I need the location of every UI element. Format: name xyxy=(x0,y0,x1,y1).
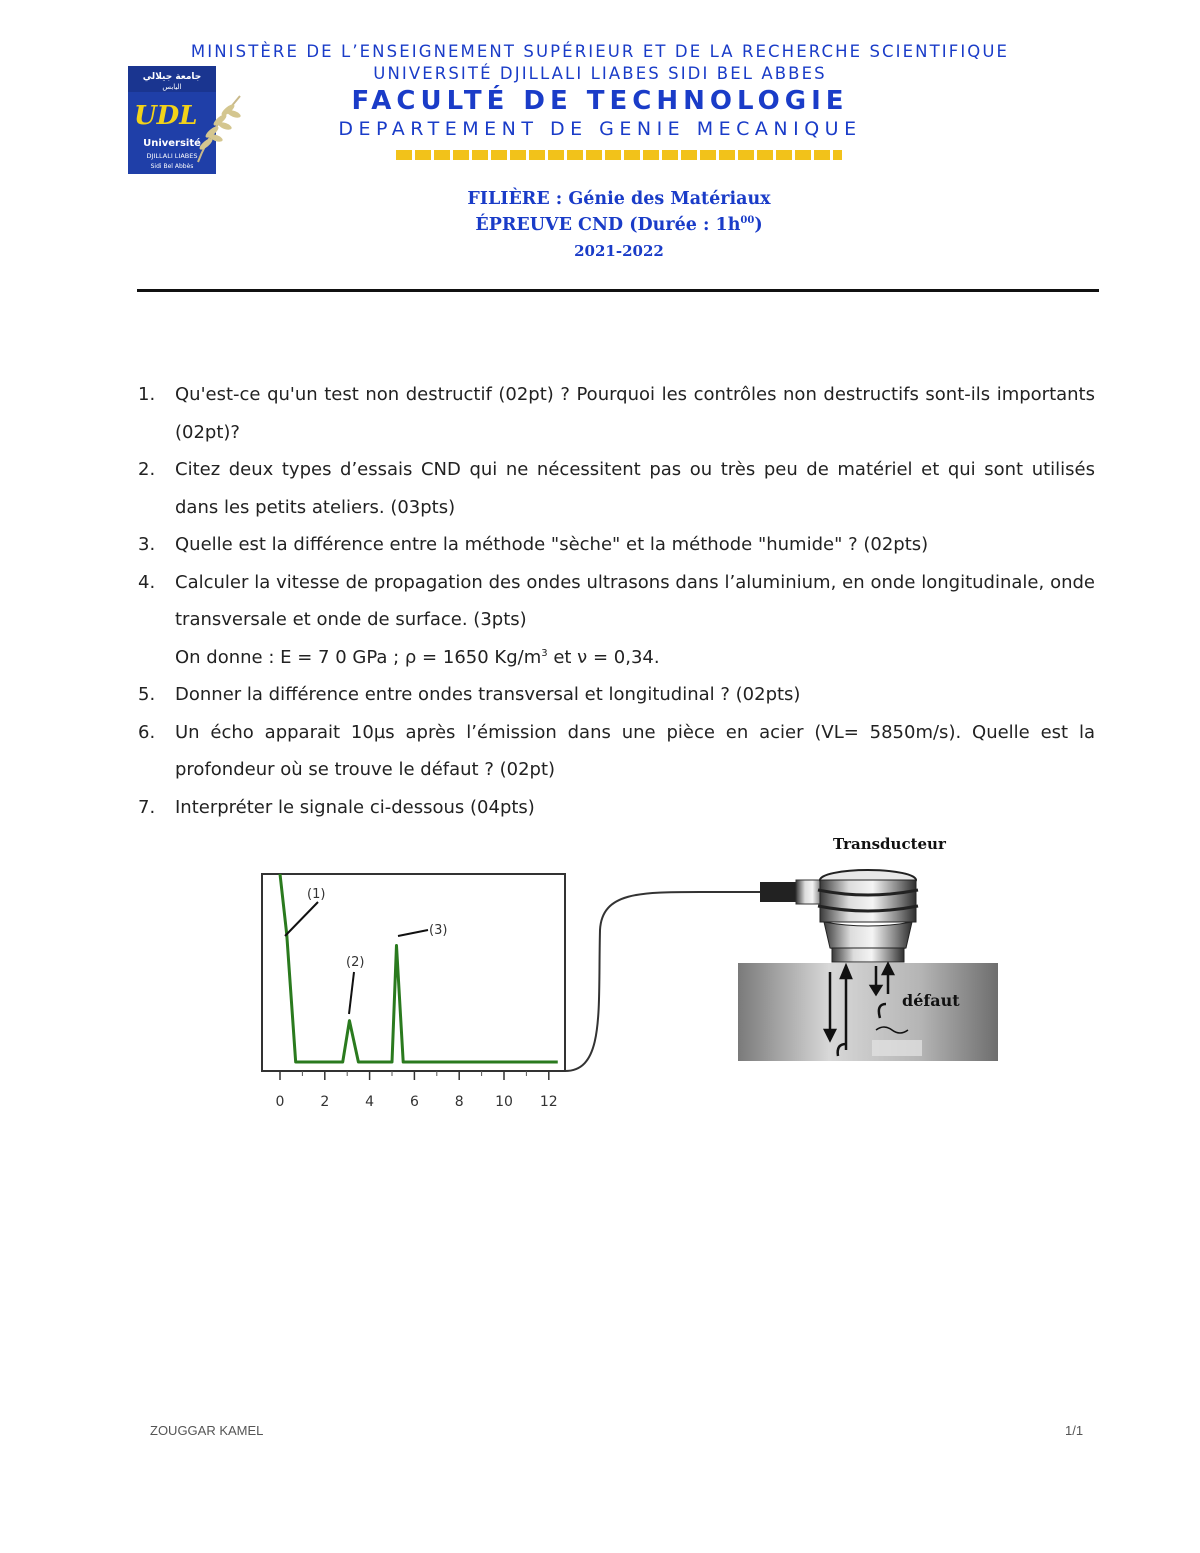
question-item: 5. Donner la différence entre ondes transversal et longitudinal ? (02pts) xyxy=(138,684,801,705)
x-tick-label: 0 xyxy=(275,1094,285,1110)
svg-text:اليابس: اليابس xyxy=(162,83,182,91)
question-item: 1. Qu'est-ce qu'un test non destructif (02pt) ? Pourquoi les contrôles non destructifs sont-ils importants (02pt)? xyxy=(138,384,1095,443)
ministry-title: MINISTÈRE DE L’ENSEIGNEMENT SUPÉRIEUR ET DE LA RECHERCHE SCIENTIFIQUE xyxy=(190,42,1010,61)
exam-year: 2021-2022 xyxy=(574,242,664,260)
x-tick-label: 12 xyxy=(539,1094,558,1110)
question-item: 4. Calculer la vitesse de propagation des ondes ultrasons dans l’aluminium, en onde longitudinale, onde transversale et onde de surface. (3pts) On donne : E = 7 0 GPa ; ρ = 1650 $Kg/m^3$ et ν = 0,34. xyxy=(138,564,1095,677)
svg-text:Université: Université xyxy=(143,138,201,149)
transducer xyxy=(818,870,918,962)
faculty-title: FACULTÉ DE TECHNOLOGIE xyxy=(351,86,849,116)
test-piece xyxy=(738,963,998,1061)
transducer-label: Transducteur xyxy=(833,835,946,853)
university-title: UNIVERSITÉ DJILLALI LIABES SIDI BEL ABBES xyxy=(373,64,827,83)
defect-label: défaut xyxy=(902,991,960,1010)
question-item: 2. Citez deux types d’essais CND qui ne nécessitent pas ou très peu de matériel et qui sont utilisés dans les petits ateliers. (03pts) xyxy=(138,459,1095,518)
question-item: 7. Interpréter le signale ci-dessous (04pts) xyxy=(138,796,535,818)
exam-field: FILIÈRE : Génie des Matériaux xyxy=(467,189,771,209)
footer-author: ZOUGGAR KAMEL xyxy=(150,1423,264,1438)
peak-label-2: (2) xyxy=(346,955,365,970)
x-tick-label: 4 xyxy=(365,1094,375,1110)
svg-text:UDL: UDL xyxy=(134,101,198,131)
svg-text:DJILLALI LIABES: DJILLALI LIABES xyxy=(146,152,198,160)
peak-label-1: (1) xyxy=(307,887,326,902)
given-values: On donne : E = 7 0 GPa ; ρ = 1650 $Kg/m^3$ et ν = 0,34. xyxy=(175,646,660,668)
signal-screen xyxy=(262,874,565,1071)
probe-cable xyxy=(565,892,762,1071)
probe-connector xyxy=(760,882,798,902)
svg-text:Sidi Bel Abbès: Sidi Bel Abbès xyxy=(150,163,194,170)
question-item: 6. Un écho apparait 10µs après l’émission dans une pièce en acier (VL= 5850m/s). Quelle est la profondeur où se trouve le défaut ? (02pt) xyxy=(138,721,1095,780)
peak-label-3: (3) xyxy=(429,923,448,938)
x-tick-label: 6 xyxy=(409,1094,419,1110)
footer-page-number: 1/1 xyxy=(1065,1423,1084,1438)
exam-title: ÉPREUVE CND (Durée : $1h^{00}$) xyxy=(475,215,763,235)
svg-text:جامعة جيلالي: جامعة جيلالي xyxy=(142,72,202,82)
x-tick-label: 8 xyxy=(454,1094,464,1110)
x-tick-label: 2 xyxy=(320,1094,330,1110)
x-tick-label: 10 xyxy=(495,1094,513,1110)
question-item: 3. Quelle est la différence entre la méthode "sèche" et la méthode "humide" ? (02pts) xyxy=(138,534,929,555)
department-title: DEPARTEMENT DE GENIE MECANIQUE xyxy=(338,118,862,140)
